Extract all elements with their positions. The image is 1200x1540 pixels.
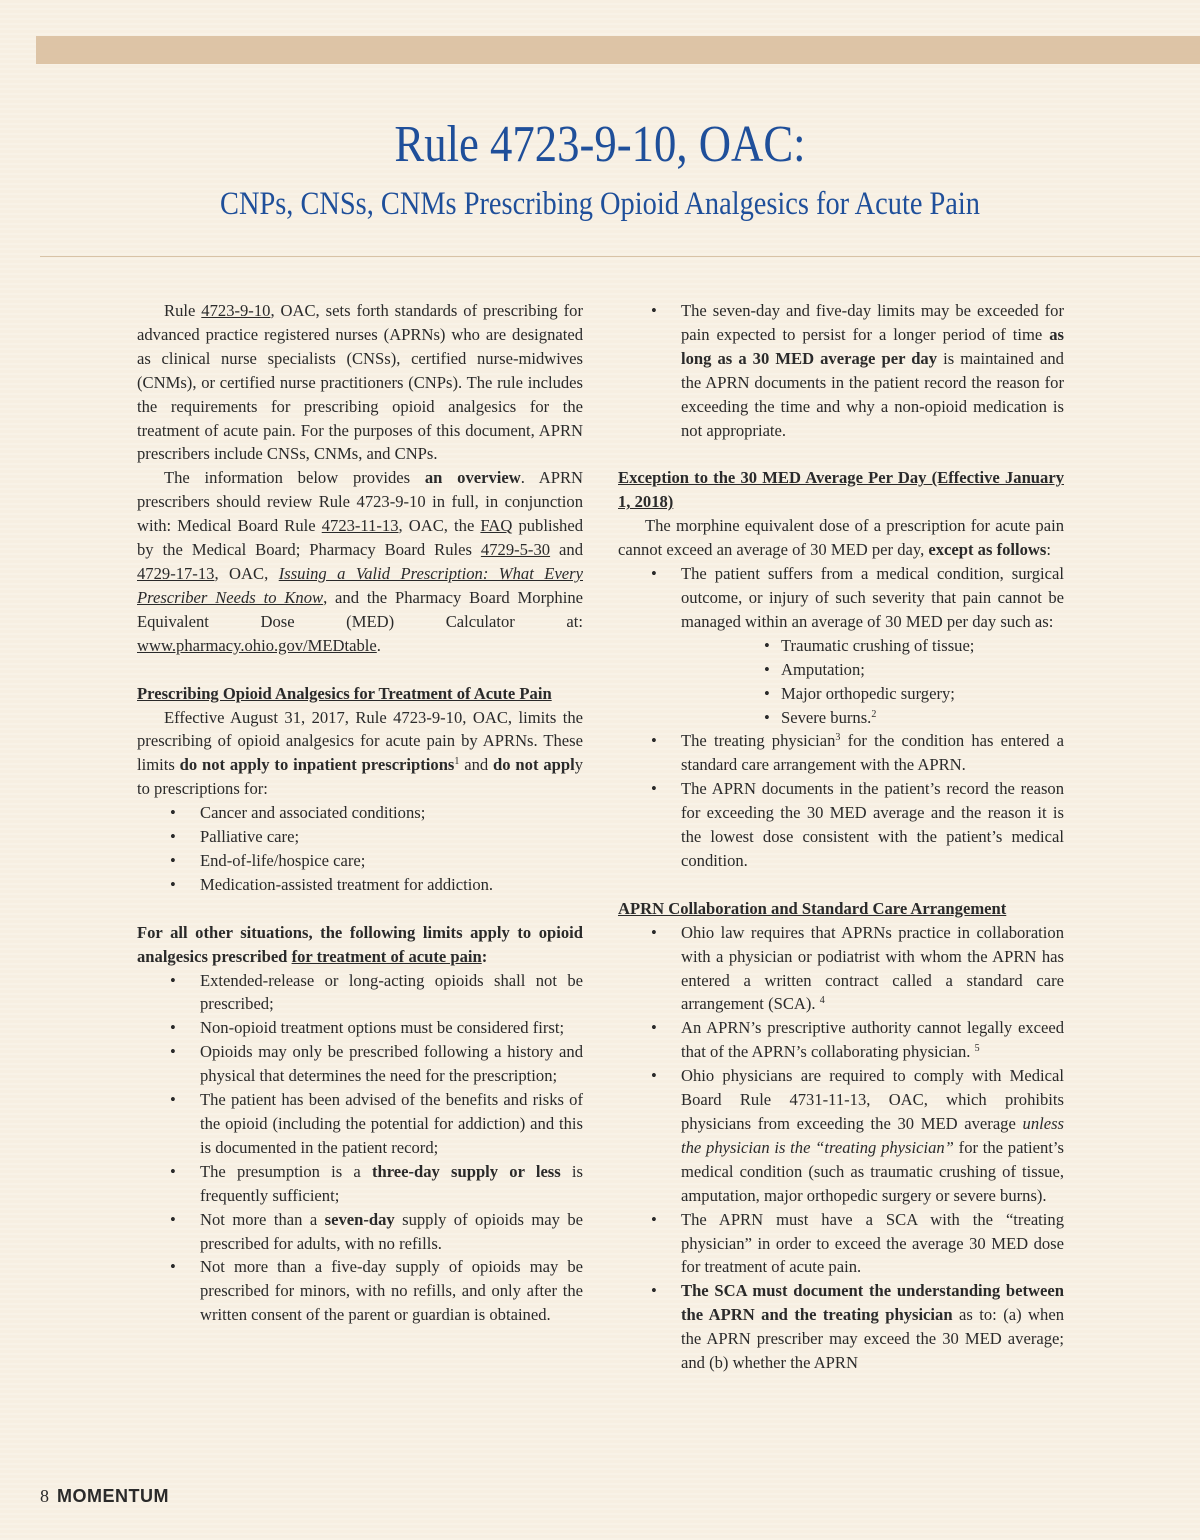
exception-list — [618, 562, 1064, 634]
rule-link[interactable]: 4723-9-10 — [201, 301, 271, 320]
list-item: • Medication-assisted treatment for addiction. — [170, 874, 494, 894]
intro-paragraph-2: The information below provides an overview. APRN prescribers should review Rule 4723-9-10 in full, in conjunction with: Medical Board Rule 4723-11-13, OAC, the FAQ published by the Medical Board; Pharmacy Board Rules 4729-5-30 and 4729-17-13, OAC, Issuing a Valid Prescription: What Every Prescriber Needs to Know, and the Pharmacy Board Morphine Equivalent Dose (MED) Calculator at: www.pharmacy.ohio.gov/MEDtable. — [137, 468, 584, 655]
continued-limits-list — [618, 299, 1064, 442]
list-item: • The APRN documents in the patient’s record the reason for exceeding the 30 MED average and the reason it is the lowest dose consistent with the patient’s medical condition. — [651, 779, 1064, 870]
exception-paragraph: The morphine equivalent dose of a prescription for acute pain cannot exceed an average of 30 MED per day, except as follows: — [618, 516, 1064, 560]
list-item: • Extended-release or long-acting opioids shall not be prescribed; — [170, 970, 583, 1014]
list-item: • The treating physician$^3$ for the condition has entered a standard care arrangement with the APRN. — [651, 731, 1064, 775]
list-item: • The seven-day and five-day limits may be exceeded for pain expected to persist for a longer period of time as long as a 30 MED average per day is maintained and the APRN documents in the patient record the reason for exceeding the time and why a non-opioid medication is not appropriate. — [651, 301, 1064, 440]
condition-sublist — [618, 634, 1064, 730]
list-item: • Amputation; — [764, 659, 865, 679]
list-item: • Severe burns.$^2$ — [764, 707, 877, 727]
left-column — [137, 299, 583, 1327]
section-heading-prescribing: Prescribing Opioid Analgesics for Treatment of Acute Pain — [137, 683, 552, 703]
page-number: 8 — [40, 1486, 49, 1506]
header-bar — [36, 36, 1200, 64]
intro-paragraph-1: Rule 4723-9-10, OAC, sets forth standards of prescribing for advanced practice registered nurses (APRNs) who are designated as clinical nurse specialists (CNSs), certified nurse-midwives (CNMs), or certified nurse practitioners (CNPs). The rule includes the requirements for prescribing opioid analgesics for the treatment of acute pain. For the purposes of this document, APRN prescribers include CNSs, CNMs, and CNPs. — [137, 301, 583, 464]
list-item: • End-of-life/hospice care; — [170, 850, 366, 870]
collaboration-list — [618, 921, 1064, 1375]
list-item: • Palliative care; — [170, 827, 300, 847]
page-title: Rule 4723-9-10, OAC: — [394, 116, 806, 173]
list-item: • The APRN must have a SCA with the “treating physician” in order to exceed the average 30 MED dose for treatment of acute pain. — [651, 1209, 1064, 1277]
list-item: • Opioids may only be prescribed following a history and physical that determines the need for the prescription; — [170, 1042, 583, 1086]
list-item: • Traumatic crushing of tissue; — [764, 635, 975, 655]
list-item: • Ohio law requires that APRNs practice in collaboration with a physician or podiatrist with whom the APRN has entered a written contract called a standard care arrangement (SCA). $^4$ — [651, 922, 1064, 1014]
med-calculator-link[interactable]: www.pharmacy.ohio.gov/MEDtable — [137, 635, 377, 655]
valid-prescription-link[interactable]: Issuing a Valid Prescription: What Every Prescriber Needs to Know — [137, 563, 583, 607]
list-item: • An APRN’s prescriptive authority cannot legally exceed that of the APRN’s collaborating physician. $^5$ — [651, 1018, 1064, 1062]
page-footer — [40, 1484, 169, 1508]
list-item: • Major orthopedic surgery; — [764, 683, 955, 703]
limits-list — [137, 969, 583, 1328]
title-divider — [40, 256, 1200, 257]
exempt-list — [137, 801, 583, 897]
list-item: • Not more than a seven-day supply of opioids may be prescribed for adults, with no refills. — [170, 1209, 583, 1253]
pharmacy-rule-link-1[interactable]: 4729-5-30 — [480, 540, 551, 560]
section-heading-exception: Exception to the 30 MED Average Per Day (Effective January 1, 2018) — [618, 468, 1064, 512]
limits-lead: For all other situations, the following limits apply to opioid analgesics prescribed for treatment of acute pain: — [137, 922, 583, 966]
list-item: • The patient has been advised of the benefits and risks of the opioid (including the potential for addiction) and this is documented in the patient record; — [170, 1090, 583, 1157]
medical-board-rule-link[interactable]: 4723-11-13 — [321, 516, 399, 536]
pharmacy-rule-link-2[interactable]: 4729-17-13 — [137, 563, 215, 583]
magazine-name: MOMENTUM — [57, 1486, 169, 1506]
list-item: • Cancer and associated conditions; — [170, 803, 426, 823]
list-item: • The patient suffers from a medical condition, surgical outcome, or injury of such severity that pain cannot be managed within an average of 30 MED per day such as: — [651, 564, 1064, 631]
section-heading-collaboration: APRN Collaboration and Standard Care Arrangement — [618, 898, 1007, 918]
page-subtitle: CNPs, CNSs, CNMs Prescribing Opioid Analgesics for Acute Pain — [220, 186, 980, 222]
list-item: • Not more than a five-day supply of opioids may be prescribed for minors, with no refills, and only after the written consent of the parent or guardian is obtained. — [170, 1257, 583, 1325]
list-item: • The SCA must document the understanding between the APRN and the treating physician as to: (a) when the APRN prescriber may exceed the 30 MED average; and (b) whether the APRN — [651, 1281, 1064, 1373]
right-column — [618, 299, 1064, 1375]
list-item: • Non-opioid treatment options must be considered first; — [170, 1018, 565, 1038]
exception-list-continued — [618, 729, 1064, 872]
list-item: • Ohio physicians are required to comply with Medical Board Rule 4731-11-13, OAC, which prohibits physicians from exceeding the 30 MED average unless the physician is the “treating physician” for the patient’s medical condition (such as traumatic crushing of tissue, amputation, major orthopedic surgery or severe burns). — [651, 1066, 1064, 1205]
prescribing-paragraph: Effective August 31, 2017, Rule 4723-9-10, OAC, limits the prescribing of opioid analgesics for acute pain by APRNs. These limits do not apply to inpatient prescriptions$^1$ and do not apply to prescriptions for: — [137, 707, 583, 799]
list-item: • The presumption is a three-day supply or less is frequently sufficient; — [170, 1161, 583, 1205]
faq-link[interactable]: FAQ — [480, 516, 513, 536]
